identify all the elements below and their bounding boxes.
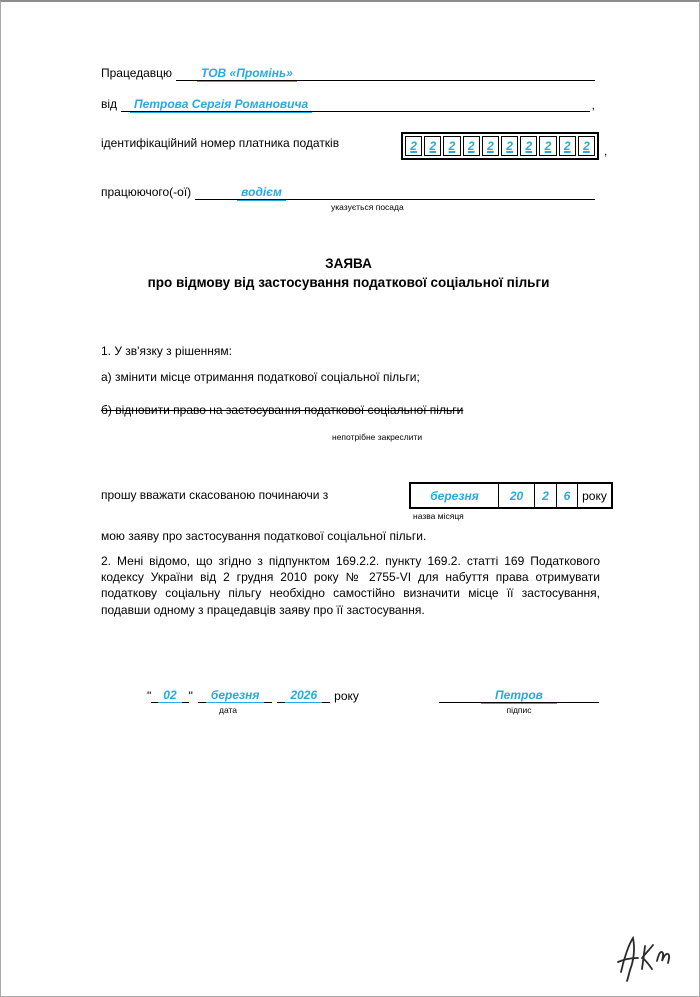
cancel-lead: прошу вважати скасованою починаючи з [101,488,329,502]
signature-scribble [607,928,673,988]
employer-row [101,64,595,81]
signature-line [439,686,599,703]
month-name-value: березня [430,488,479,503]
tax-id-cell [482,136,499,156]
date-underscore [322,688,330,703]
position-fill-line [195,183,595,200]
tax-id-digit: 2 [525,139,533,153]
tax-id-cell [559,136,576,156]
employer-value: ТОВ «Промінь» [197,66,297,82]
signature-value: Петров [481,688,557,704]
form-title-block [101,255,596,292]
tax-id-label: ідентифікаційний номер платника податків [101,136,340,150]
form-title: ЗАЯВА [325,256,372,271]
tax-id-digit: 2 [410,139,417,153]
tax-id-cell [520,136,537,156]
tax-id-box [401,132,599,160]
tax-id-digit: 2 [583,139,590,153]
month-cell-year-digit2 [556,484,577,507]
year-digit1-value: 2 [542,488,549,503]
month-cell-century [498,484,534,507]
date-year-value: 2026 [285,688,322,703]
position-hint: указується посада [331,202,404,212]
month-cell-year-digit1 [534,484,556,507]
year-digit2-value: 6 [563,488,571,503]
tax-id-digit: 2 [429,139,437,153]
date-row [147,688,359,703]
tax-id-digit: 2 [467,139,475,153]
tax-id-cell [501,136,518,156]
from-fill-line [121,95,590,112]
position-value: водієм [237,185,286,201]
month-box [409,482,613,509]
signature-hint: підпис [506,705,532,715]
tax-id-digit: 2 [487,139,494,153]
month-cell-name [411,484,498,507]
date-close-quote: " [188,689,193,703]
tax-id-cell [424,136,441,156]
tax-id-cell [443,136,460,156]
tax-id-cell [539,136,556,156]
tax-id-digit: 2 [563,139,571,153]
date-underscore [151,688,158,703]
date-hint: дата [218,705,238,715]
cancel-tail: мою заяву про застосування податкової соціальної пільги. [101,529,427,543]
tax-id-comma: , [604,144,608,158]
from-row [101,95,595,112]
tax-id-digit: 2 [544,139,552,153]
date-open-quote: " [147,689,152,703]
date-underscore [182,688,189,703]
tax-id-digit: 2 [448,139,456,153]
tax-id-cell [405,136,422,156]
from-value: Петрова Сергія Романовича [130,97,312,113]
employer-label: Працедавцю [101,66,173,80]
date-day-value: 02 [158,688,181,703]
date-underscore [264,688,272,703]
date-underscore [277,688,285,703]
clause1-intro: 1. У зв'язку з рішенням: [101,344,232,358]
form-subtitle: про відмову від застосування податкової соціальної пільги [147,274,550,290]
from-comma: , [591,98,595,112]
strike-note: непотрібне закреслити [332,432,423,442]
tax-id-cell [463,136,480,156]
employer-fill-line [176,64,595,81]
option-b-struck: б) відновити право на застосування податкової соціальної пільги [101,403,464,417]
clause2-paragraph: 2. Мені відомо, що згідно з підпунктом 169.2.2. пункту 169.2. статті 169 Податкового кодексу України від 2 грудня 2010 року № 2755-VI для набуття права отримувати податкову соціальну пільгу необхідно самостійно визначити місце її застосування, подавши одному з працедавців заяву про її застосування. [101,554,600,617]
date-underscore [198,688,206,703]
tax-id-cell [578,136,595,156]
position-label: працюючого(-ої) [101,185,192,199]
tax-id-digit: 2 [506,139,513,153]
date-month-value: березня [206,688,265,703]
position-row [101,183,595,200]
month-cell-suffix: року [577,484,611,507]
date-suffix: року [334,689,359,703]
month-hint: назва місяця [413,511,464,521]
century-value: 20 [509,488,524,503]
option-a: а) змінити місце отримання податкової соціальної пільги; [101,370,420,384]
from-label: від [101,97,118,111]
